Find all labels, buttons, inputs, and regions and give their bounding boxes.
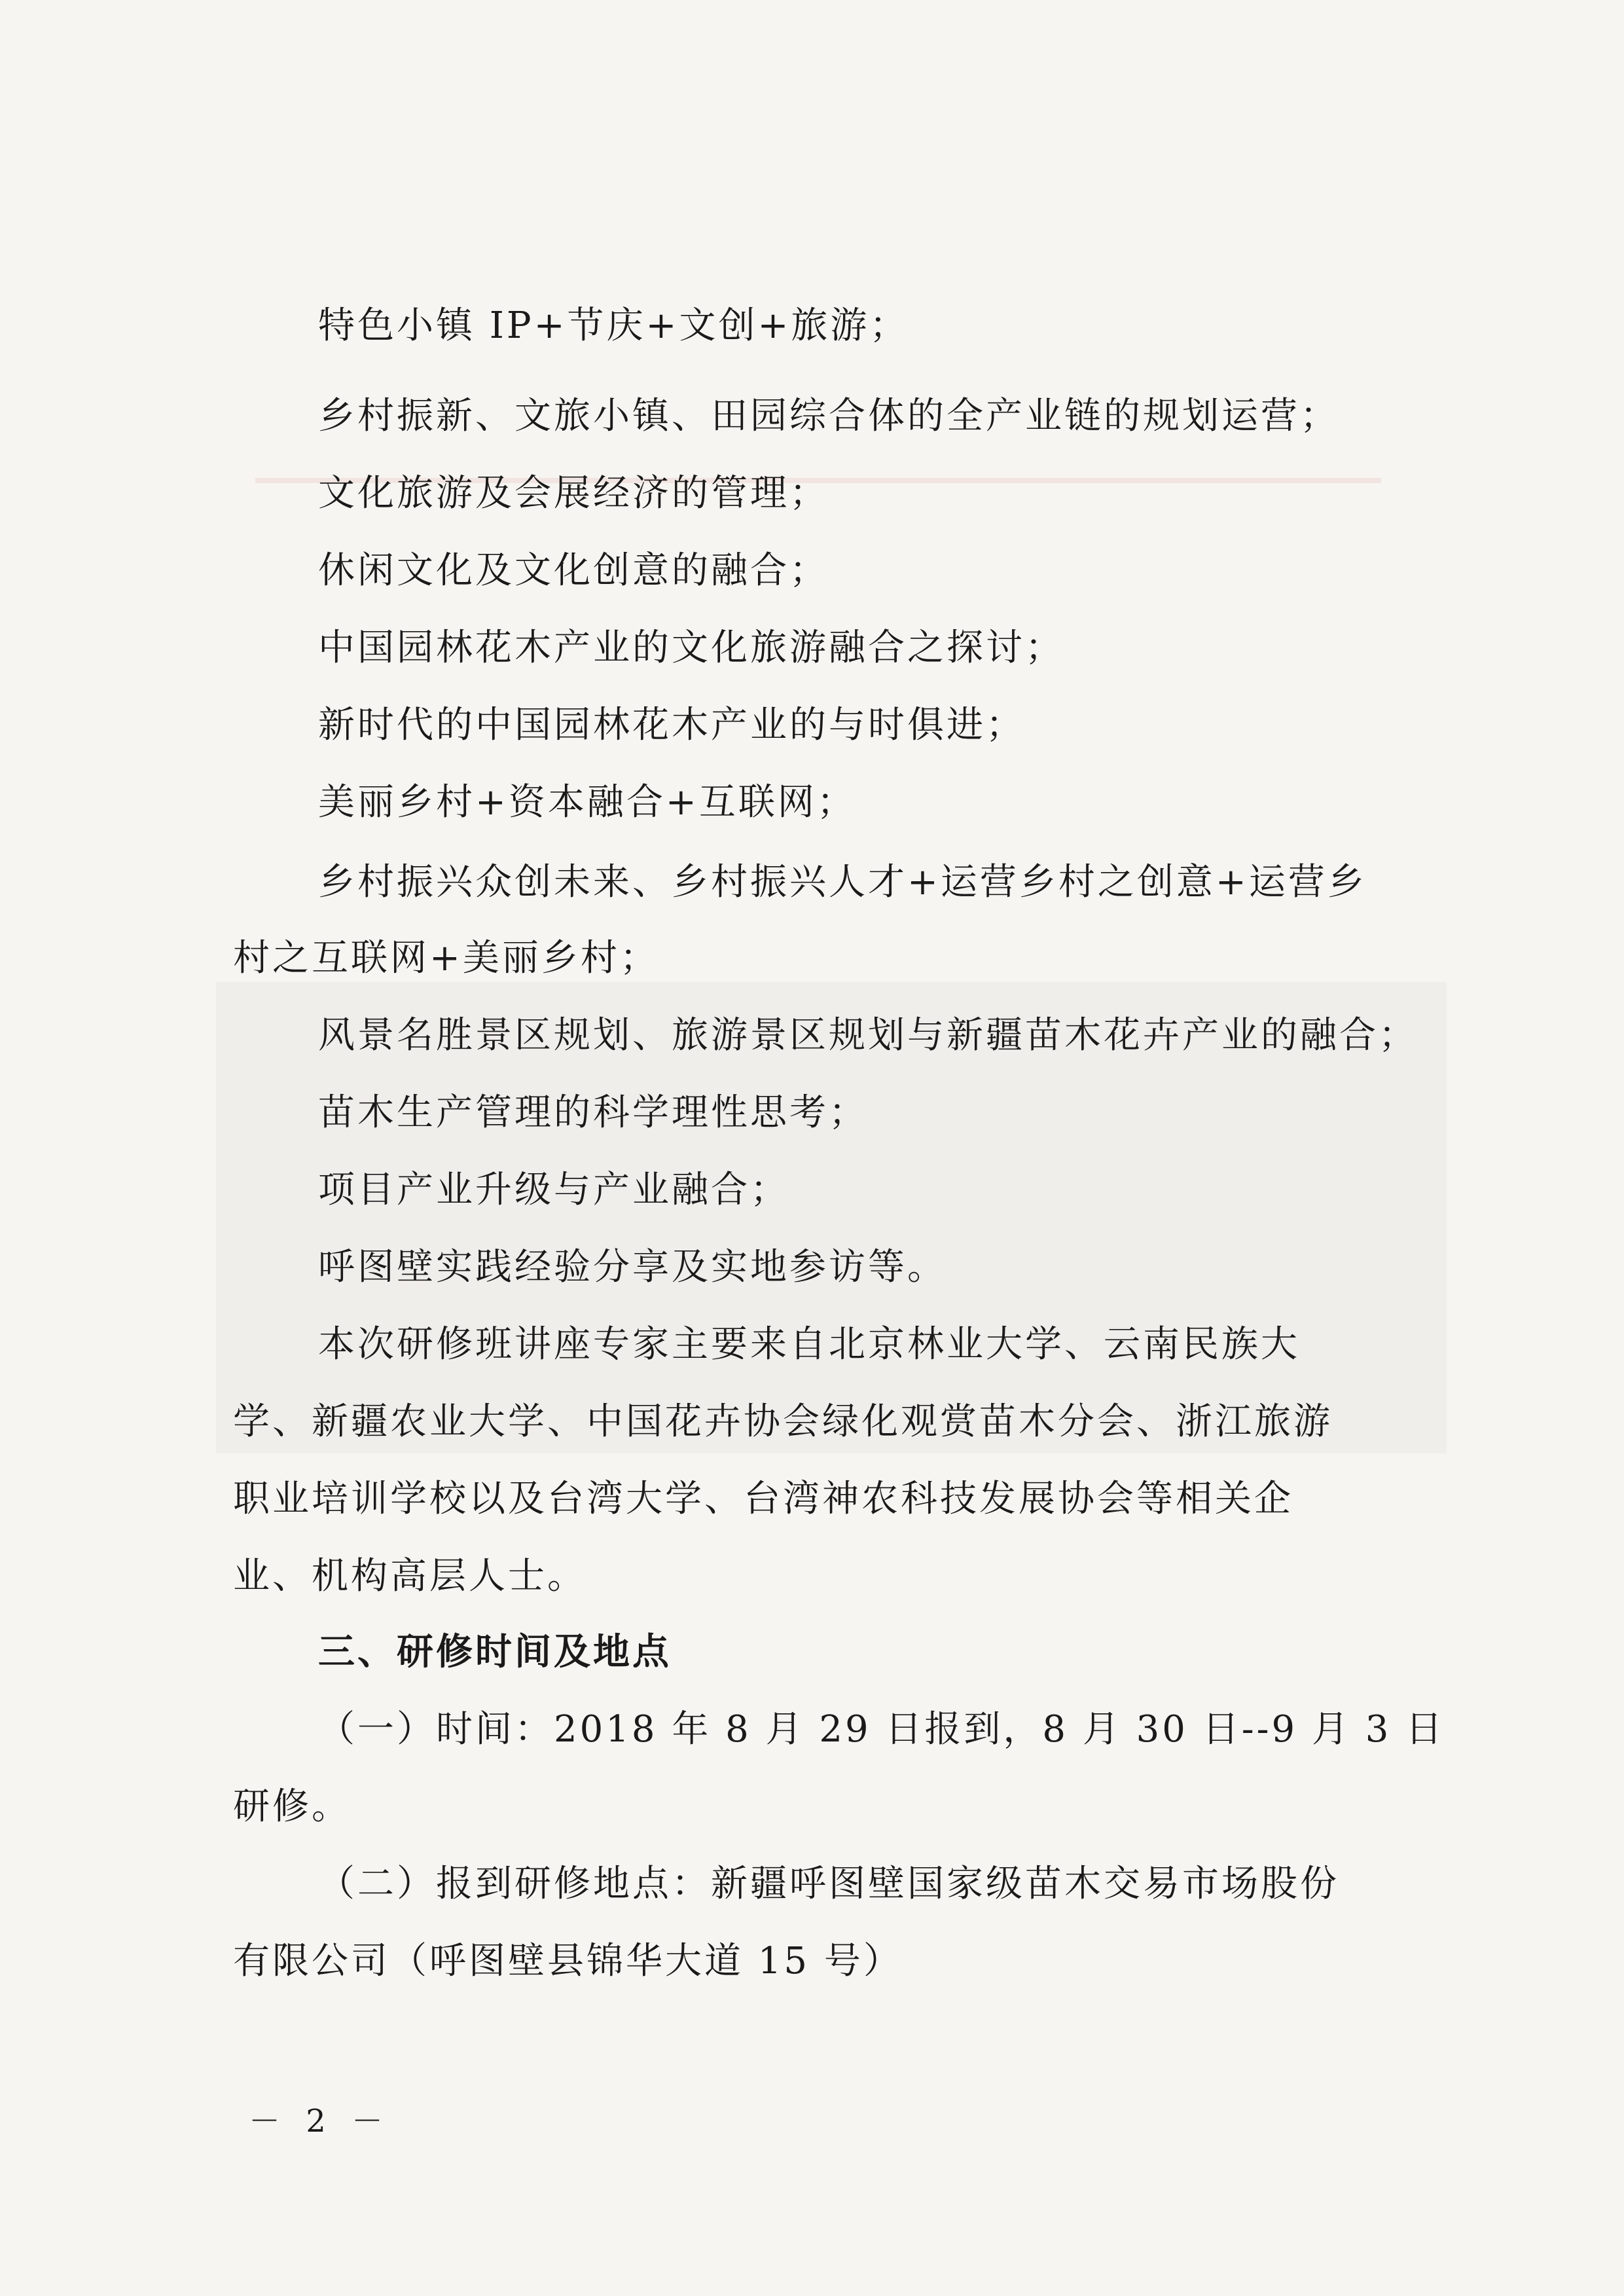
body-line-7: 美丽乡村+资本融合+互联网；	[318, 781, 856, 824]
body-line-1: 特色小镇 IP+节庆+文创+旅游；	[318, 304, 909, 347]
body-line-9: 村之互联网+美丽乡村；	[233, 937, 659, 979]
body-line-10: 风景名胜景区规划、旅游景区规划与新疆苗木花卉产业的融合；	[318, 1014, 1418, 1057]
body-line-5: 中国园林花木产业的文化旅游融合之探讨；	[318, 627, 1064, 669]
body-line-14: 本次研修班讲座专家主要来自北京林业大学、云南民族大	[318, 1323, 1300, 1366]
body-line-2: 乡村振新、文旅小镇、田园综合体的全产业链的规划运营；	[318, 395, 1339, 437]
body-line-21: （二）报到研修地点：新疆呼图壁国家级苗木交易市场股份	[318, 1863, 1339, 1905]
body-line-13: 呼图壁实践经验分享及实地参访等。	[318, 1246, 947, 1288]
body-line-8: 乡村振兴众创未来、乡村振兴人才+运营乡村之创意+运营乡	[318, 861, 1367, 903]
body-line-19: （一）时间：2018 年 8 月 29 日报到，8 月 30 日--9 月 3 日	[318, 1708, 1445, 1751]
body-line-17: 业、机构高层人士。	[233, 1555, 586, 1597]
body-line-12: 项目产业升级与产业融合；	[318, 1169, 789, 1211]
body-line-20: 研修。	[233, 1785, 351, 1828]
body-line-16: 职业培训学校以及台湾大学、台湾神农科技发展协会等相关企	[233, 1478, 1293, 1520]
body-line-11: 苗木生产管理的科学理性思考；	[318, 1091, 868, 1134]
page-number: － 2 －	[249, 2103, 391, 2140]
body-line-22: 有限公司（呼图壁县锦华大道 15 号）	[233, 1940, 903, 1982]
body-line-3: 文化旅游及会展经济的管理；	[318, 472, 829, 515]
body-line-4: 休闲文化及文化创意的融合；	[318, 549, 829, 592]
body-line-15: 学、新疆农业大学、中国花卉协会绿化观赏苗木分会、浙江旅游	[233, 1400, 1333, 1443]
section-heading: 三、研修时间及地点	[318, 1631, 672, 1673]
body-line-6: 新时代的中国园林花木产业的与时俱进；	[318, 704, 1025, 746]
